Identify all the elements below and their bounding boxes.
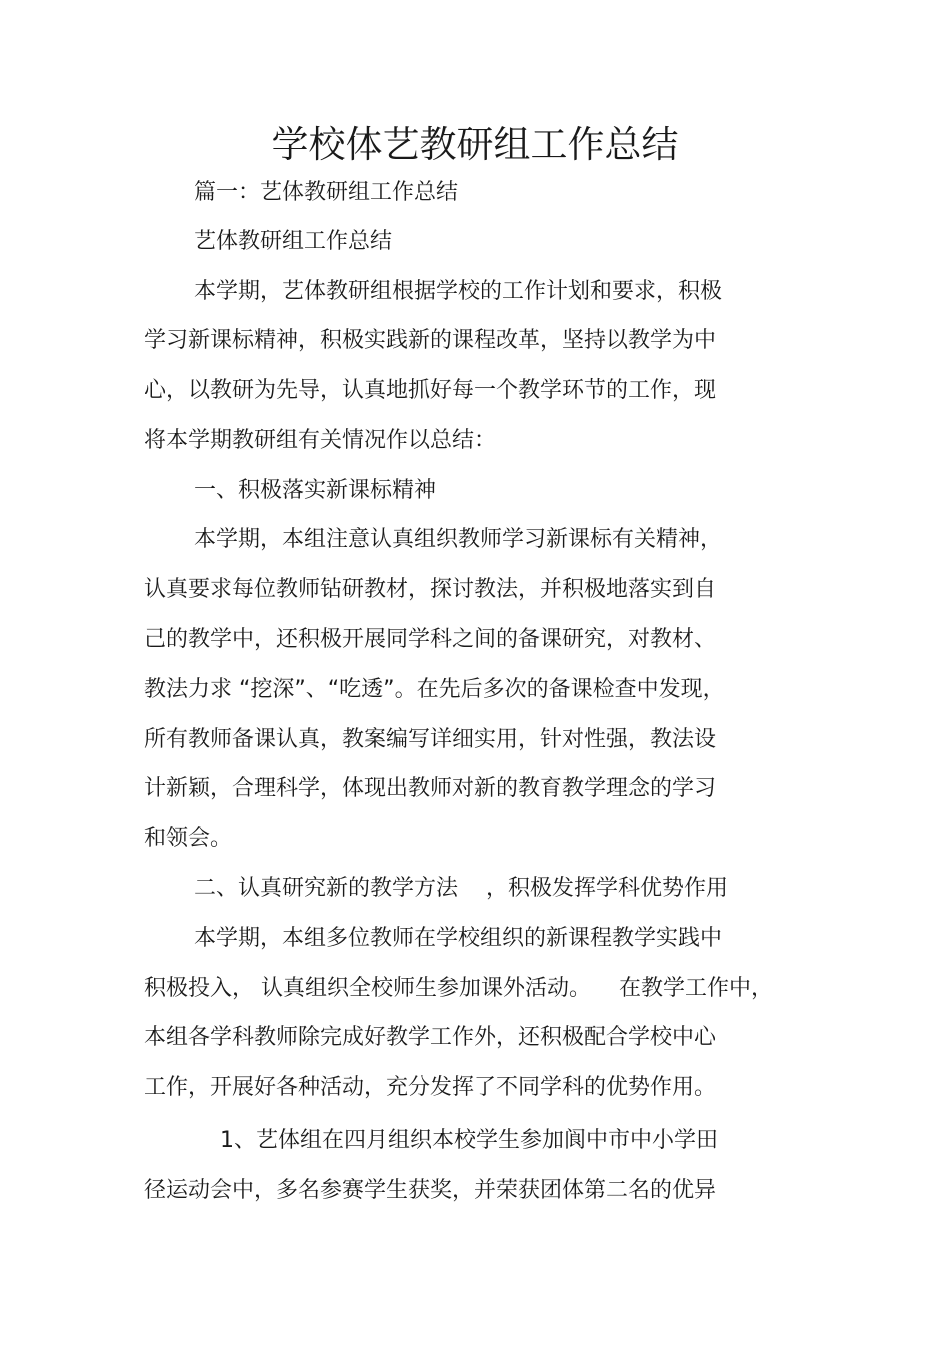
document-title: 学校体艺教研组工作总结 (271, 123, 679, 166)
paragraph-line: 本组各学科教师除完成好教学工作外，还积极配合学校中心 (144, 1025, 717, 1050)
paragraph-line: 将本学期教研组有关情况作以总结： (144, 428, 497, 453)
paragraph-line: 积极投入， 认真组织全校师生参加课外活动。 在教学工作中， (144, 976, 773, 1001)
paragraph-line: 本学期，艺体教研组根据学校的工作计划和要求，积极 (194, 279, 723, 304)
paragraph-line: 学习新课标精神，积极实践新的课程改革，坚持以教学为中 (144, 328, 717, 353)
paragraph-line: 己的教学中，还积极开展同学科之间的备课研究，对教材、 (144, 627, 717, 652)
paragraph-line: 计新颖，合理科学，体现出教师对新的教育教学理念的学习 (144, 776, 717, 801)
paragraph-line: 本学期，本组多位教师在学校组织的新课程教学实践中 (194, 926, 723, 951)
paragraph-line: 径运动会中，多名参赛学生获奖，并荣获团体第二名的优异 (144, 1178, 717, 1203)
paragraph-line: 心，以教研为先导，认真地抓好每一个教学环节的工作，现 (144, 378, 717, 403)
paragraph-line: 所有教师备课认真，教案编写详细实用，针对性强，教法设 (144, 727, 717, 752)
paragraph-line: 教法力求 “挖深”、“吃透”。在先后多次的备课检查中发现， (144, 677, 725, 702)
paragraph-line: 认真要求每位教师钻研教材，探讨教法，并积极地落实到自 (144, 577, 717, 602)
section-heading: 一、积极落实新课标精神 (194, 478, 437, 503)
paragraph-line: 本学期，本组注意认真组织教师学习新课标有关精神， (194, 527, 723, 552)
section-heading: 篇一：艺体教研组工作总结 (194, 180, 459, 205)
paragraph-line: 和领会。 (144, 826, 233, 851)
subheading: 艺体教研组工作总结 (194, 229, 393, 254)
list-item: 1、艺体组在四月组织本校学生参加阆中市中小学田 (220, 1128, 718, 1153)
section-heading: 二、认真研究新的教学方法 ，积极发挥学科优势作用 (194, 876, 728, 901)
paragraph-line: 工作，开展好各种活动，充分发挥了不同学科的优势作用。 (144, 1075, 717, 1100)
